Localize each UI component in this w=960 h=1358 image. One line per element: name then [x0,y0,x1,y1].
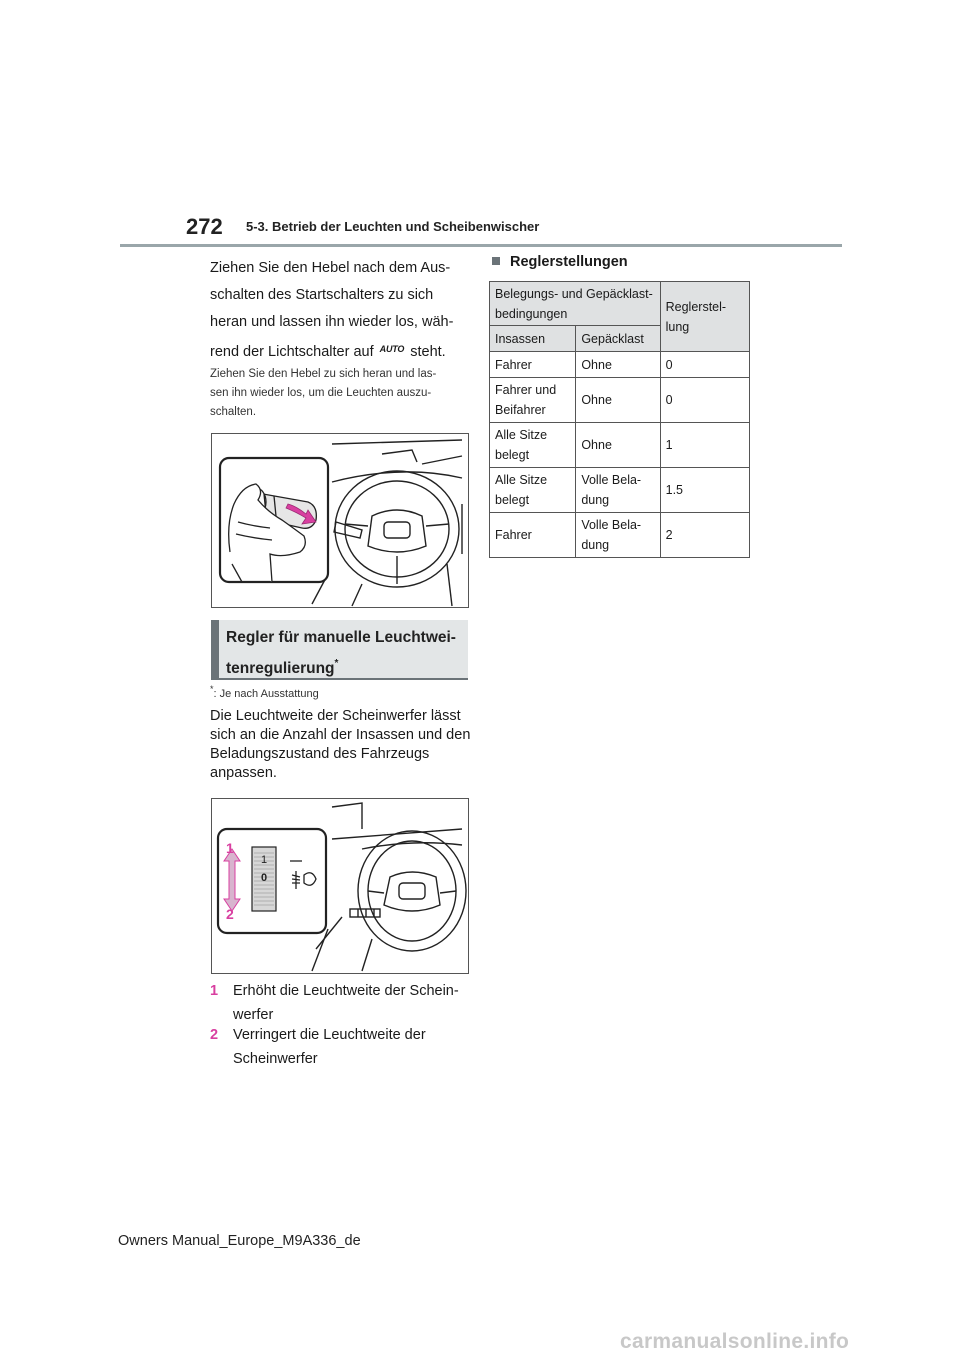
header-divider [120,244,842,247]
cell-load [576,513,660,558]
cell-setting: 2 [660,513,749,558]
step-line: werfer [233,1007,274,1023]
cell-text: belegt [495,493,530,507]
intro-line [210,336,470,366]
cell-text: Fahrer [495,528,532,542]
section-heading [211,620,468,678]
step-line: Erhöht die Leuchtweite der Schein- [233,983,459,999]
cell-text: Volle Bela- [581,473,642,487]
table-row [490,378,750,423]
arrow-label-1: 1 [226,840,234,856]
watermark: carmanualsonline.info [620,1330,850,1353]
table-row [490,423,750,468]
intro-paragraph [210,255,470,366]
cell-text: Volle Bela- [581,518,642,532]
header-setting [660,282,749,352]
cell-occupants [490,378,576,423]
cell-text: dung [581,538,610,552]
header-conditions [490,282,661,326]
settings-table [489,281,750,558]
description-paragraph: Die Leuchtweite der Scheinwerfer lässt sich an die Anzahl der Insassen und den Beladungszustand des Fahrzeugs anpassen. [210,708,471,781]
header-occupants: Insassen [490,326,576,352]
cell-load [576,468,660,513]
auto-icon: AUTO [379,344,405,354]
section-title: 5-3. Betrieb der Leuchten und Scheibenwischer [246,219,540,234]
cell-setting: 0 [660,378,749,423]
step-text [233,979,473,1027]
cell-setting: 1.5 [660,468,749,513]
cell-occupants [490,513,576,558]
header-load: Gepäcklast [576,326,660,352]
table-heading [492,254,628,270]
cell-setting: 1 [660,423,749,468]
cell-load [576,378,660,423]
step-line: Verringert die Leuchtweite der [233,1027,426,1043]
note-line: schalten. [210,406,257,418]
intro-line: schalten des Startschalters zu sich [210,287,434,303]
dial-illustration [211,798,469,974]
cell-occupants [490,423,576,468]
cell-setting: 0 [660,352,749,378]
footer-doc-id: Owners Manual_Europe_M9A336_de [118,1233,361,1249]
dial-mark-0: 0 [260,872,268,884]
header-text: Reglerstel- [665,299,727,314]
cell-text: dung [581,493,610,507]
arrow-label-2: 2 [226,906,234,922]
lever-illustration-svg [212,434,468,607]
step-number: 1 [210,983,219,999]
cell-occupants [490,352,576,378]
dial-mark-1: 1 [260,854,268,866]
step-number: 2 [210,1027,219,1043]
table-row [490,468,750,513]
cell-load [576,423,660,468]
header-text: bedingungen [495,306,568,321]
cell-text: Ohne [581,357,612,372]
step-text [233,1023,473,1071]
intro-line-post: steht. [410,344,446,360]
step-line: Scheinwerfer [233,1051,318,1067]
cell-text: Alle Sitze [495,473,548,487]
cell-load [576,352,660,378]
cell-text: Ohne [581,438,612,452]
header-text: lung [665,319,690,334]
cell-text: Ohne [581,393,612,407]
page-number: 272 [186,214,223,239]
note-line: Ziehen Sie den Hebel zu sich heran und las- [210,368,437,380]
step-item [210,1023,472,1073]
cell-text: belegt [495,448,530,462]
square-bullet-icon [492,257,500,265]
note-line: sen ihn wieder los, um die Leuchten auszu- [210,387,432,399]
step-item [210,979,472,1029]
footnote-star: * [210,684,214,694]
table-row [490,352,750,378]
cell-text: Beifahrer [495,403,546,417]
footnote-text: : Je nach Ausstattung [213,688,319,700]
cell-text: Alle Sitze [495,428,548,442]
intro-line: heran und lassen ihn wieder los, wäh- [210,314,454,330]
header-text: Belegungs- und Gepäcklast- [495,286,653,301]
cell-occupants [490,468,576,513]
cell-text: Fahrer und [495,383,557,397]
lever-illustration [211,433,469,608]
section-heading-star: * [334,658,339,669]
table-header-row [490,282,750,326]
table-row [490,513,750,558]
footnote [210,684,319,700]
section-heading-text: tenregulierung [226,660,335,677]
dial-illustration-svg [212,799,468,973]
intro-line-pre: rend der Lichtschalter auf [210,344,374,360]
cell-text: Fahrer [495,357,532,372]
table-heading-text: Reglerstellungen [510,254,628,270]
intro-line: Ziehen Sie den Hebel nach dem Aus- [210,260,451,276]
section-heading-line: Regler für manuelle Leuchtwei- [226,629,456,646]
note-paragraph [210,365,470,422]
section-heading-underline [211,678,468,680]
